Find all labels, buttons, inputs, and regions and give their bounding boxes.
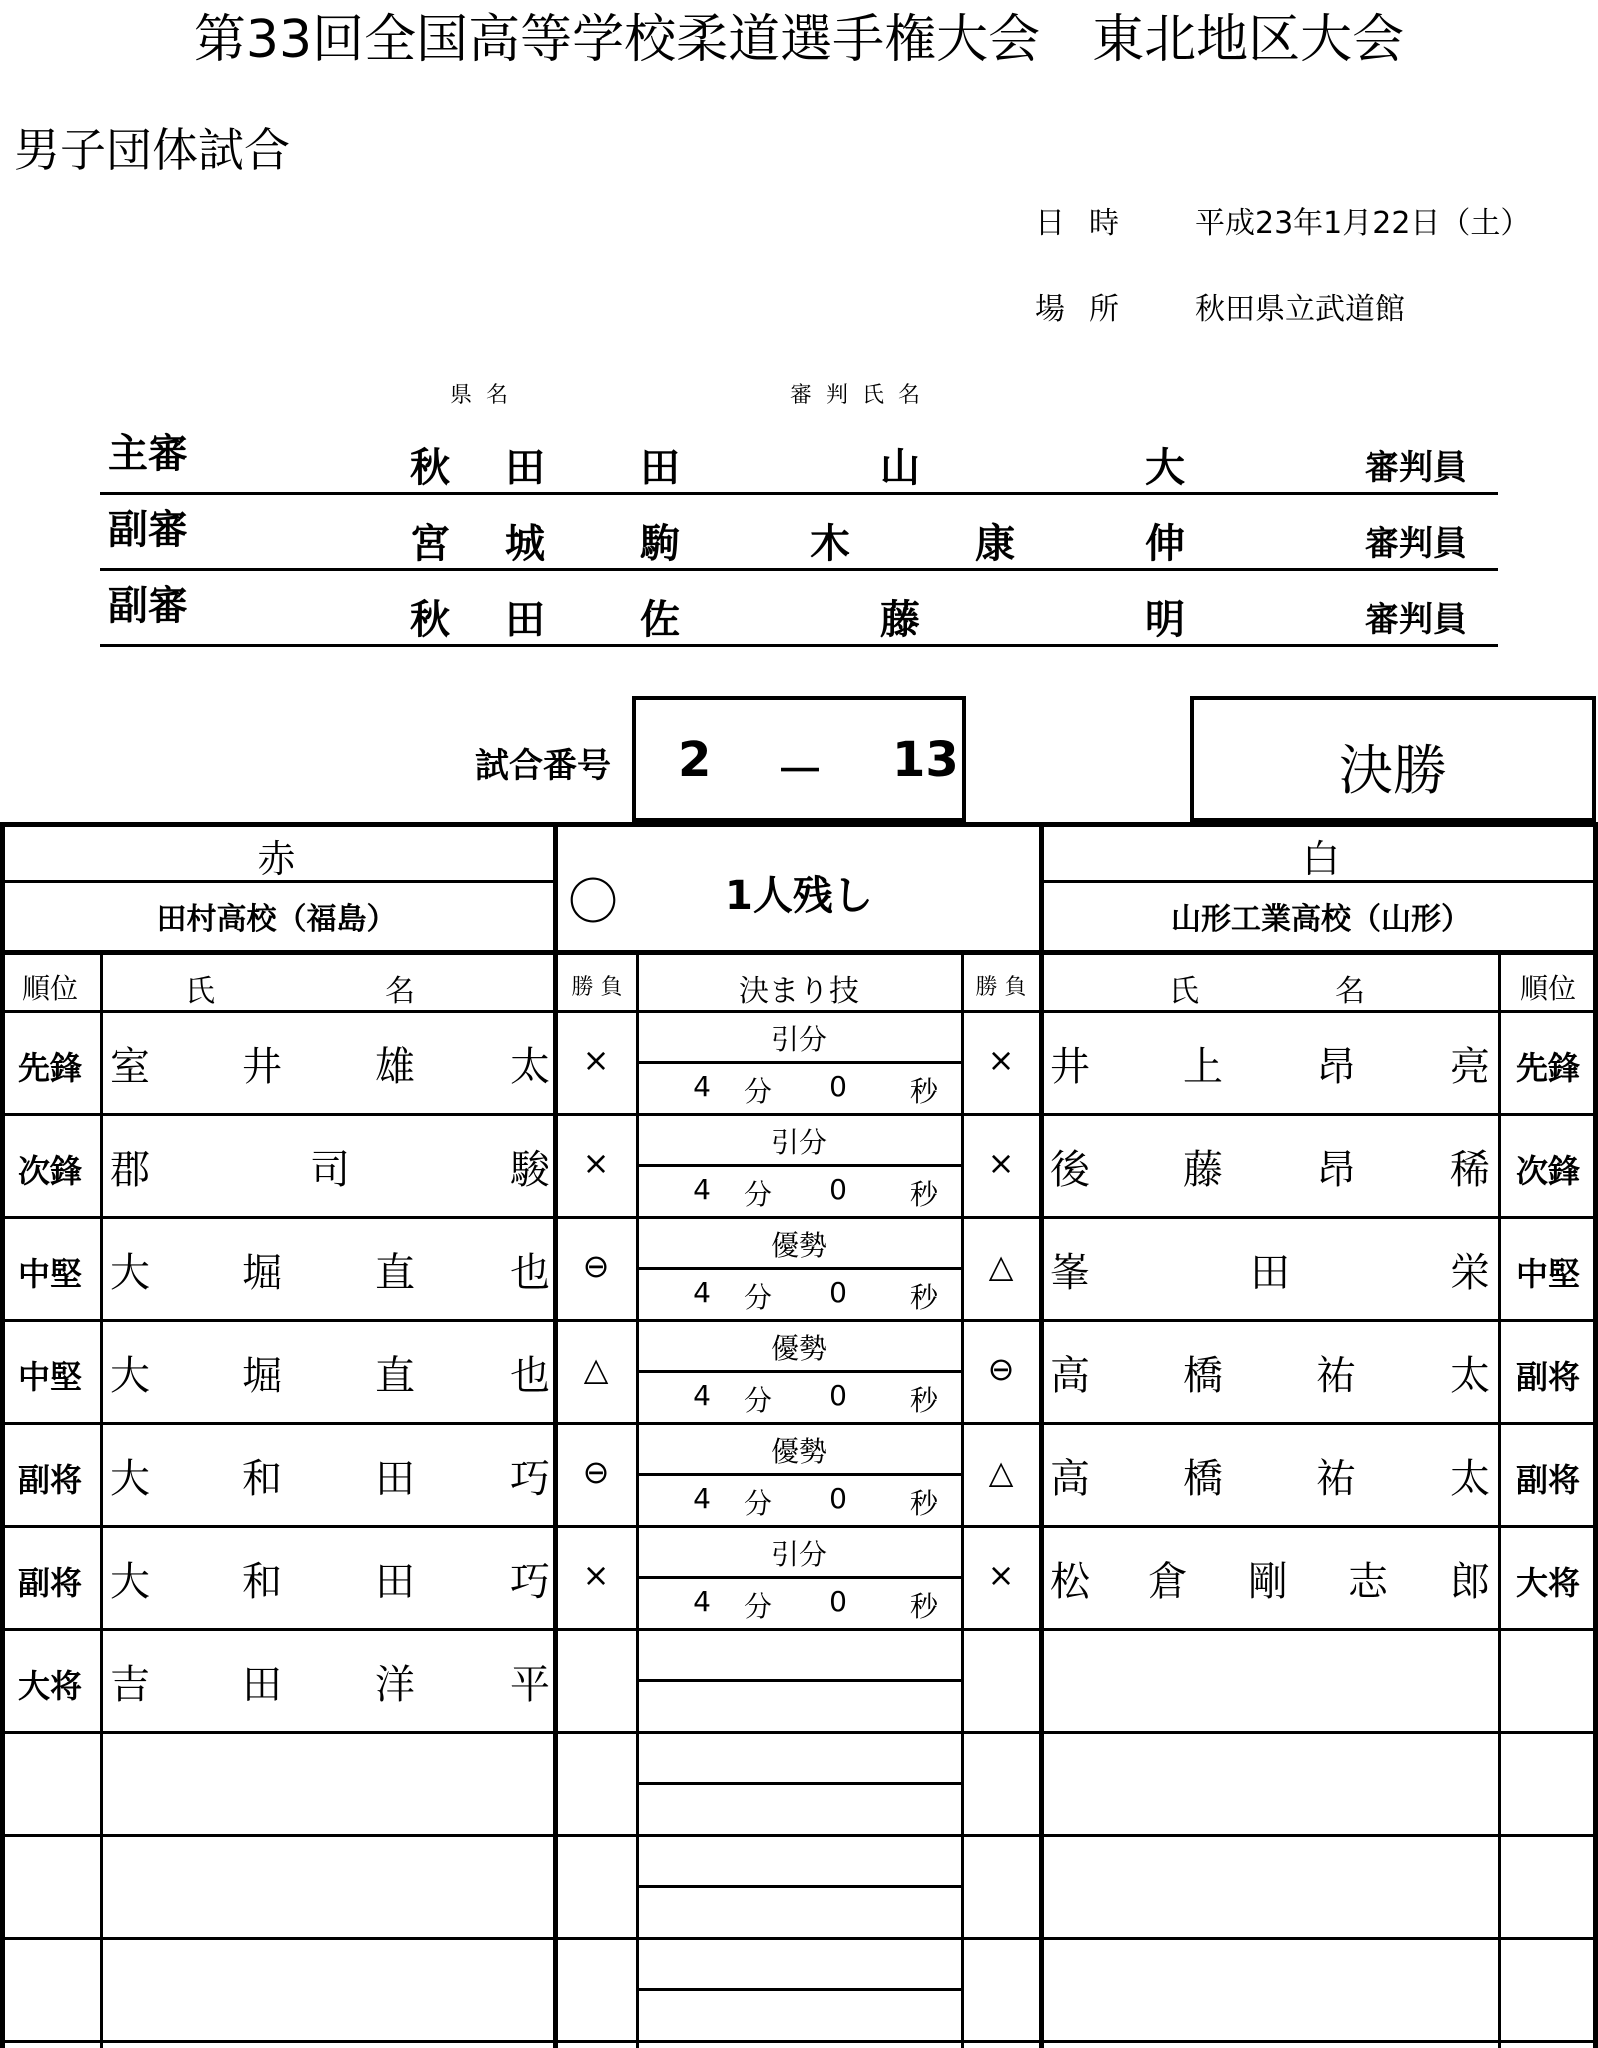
red-player-name-char: 也 <box>510 1250 550 1296</box>
white-result-mark: △ <box>988 1453 1014 1491</box>
red-result-mark: ⊖ <box>582 1247 610 1285</box>
white-rank: 次鋒 <box>1515 1152 1580 1190</box>
time-min-unit: 分 <box>743 1384 772 1417</box>
referee-role: 主審 <box>108 431 188 477</box>
red-rank: 大将 <box>17 1667 82 1705</box>
time-seconds: 0 <box>829 1070 847 1103</box>
red-player-name-char: 司 <box>310 1147 350 1193</box>
result-mark-icon: 〇 <box>568 873 618 931</box>
page-title: 第33回全国高等学校柔道選手権大会 東北地区大会 <box>193 10 1405 70</box>
round-box <box>1190 696 1596 822</box>
time-seconds: 0 <box>829 1585 847 1618</box>
white-result-mark: △ <box>988 1247 1014 1285</box>
time-sec-unit: 秒 <box>909 1590 938 1623</box>
white-player-name-char: 志 <box>1348 1559 1388 1605</box>
referee-pref-char: 城 <box>505 521 545 567</box>
time-sec-unit: 秒 <box>909 1384 938 1417</box>
red-player-name-char: 田 <box>375 1456 415 1502</box>
referee-suffix: 審判員 <box>1365 448 1467 488</box>
white-player-name-char: 高 <box>1050 1456 1090 1502</box>
red-player-name-char: 吉 <box>110 1662 150 1708</box>
referee-role: 副審 <box>108 507 188 553</box>
match-number-dash: － <box>776 743 825 799</box>
white-player-name-char: 祐 <box>1316 1353 1356 1399</box>
red-rank: 中堅 <box>17 1358 82 1396</box>
referee-name-char: 田 <box>640 445 680 491</box>
red-player-name-char: 大 <box>110 1456 150 1502</box>
time-minutes: 4 <box>693 1173 711 1206</box>
white-player-name-char: 高 <box>1050 1353 1090 1399</box>
red-label: 赤 <box>257 837 296 881</box>
referee-row <box>100 418 1498 495</box>
date-value: 平成23年1月22日（土） <box>1195 206 1531 241</box>
red-player-name-char: 駿 <box>510 1147 550 1193</box>
red-player-name-char: 平 <box>510 1662 550 1708</box>
red-player-name-char: 直 <box>375 1250 415 1296</box>
white-rank: 副将 <box>1515 1358 1580 1396</box>
col-win-loss-white: 勝 負 <box>975 974 1027 1000</box>
white-result-mark: × <box>987 1041 1015 1079</box>
referee-pref-char: 宮 <box>410 521 450 567</box>
time-minutes: 4 <box>693 1585 711 1618</box>
white-player-name-char: 井 <box>1050 1044 1090 1090</box>
red-player-name-char: 田 <box>375 1559 415 1605</box>
technique-label: 優勢 <box>770 1229 827 1262</box>
time-seconds: 0 <box>829 1482 847 1515</box>
col-rank-white: 順位 <box>1519 971 1576 1005</box>
place-value: 秋田県立武道館 <box>1195 292 1405 327</box>
time-min-unit: 分 <box>743 1178 772 1211</box>
time-minutes: 4 <box>693 1379 711 1412</box>
col-rank-red: 順位 <box>21 971 78 1005</box>
red-player-name-char: 雄 <box>375 1044 415 1090</box>
red-player-name-char: 井 <box>242 1044 282 1090</box>
time-min-unit: 分 <box>743 1281 772 1314</box>
ref-col-name: 審判氏名 <box>790 383 935 408</box>
white-player-name-char: 亮 <box>1450 1044 1490 1090</box>
white-rank: 中堅 <box>1515 1255 1580 1293</box>
white-player-name-char: 昂 <box>1316 1044 1356 1090</box>
date-label: 日時 <box>1035 206 1143 241</box>
red-player-name-char: 大 <box>110 1559 150 1605</box>
red-player-name-char: 堀 <box>242 1250 282 1296</box>
red-player-name-char: 太 <box>510 1044 550 1090</box>
white-player-name-char: 橋 <box>1183 1456 1223 1502</box>
white-rank: 先鋒 <box>1515 1049 1580 1087</box>
referee-row <box>100 570 1498 647</box>
white-player-name-char: 郎 <box>1450 1559 1490 1605</box>
time-sec-unit: 秒 <box>909 1178 938 1211</box>
white-team-name: 山形工業高校（山形） <box>1171 902 1471 937</box>
referee-row <box>100 494 1498 571</box>
white-result-mark: × <box>987 1144 1015 1182</box>
white-player-name-char: 倉 <box>1148 1559 1188 1605</box>
referee-name-char: 山 <box>880 445 920 491</box>
time-seconds: 0 <box>829 1173 847 1206</box>
referee-name-char: 明 <box>1145 597 1185 643</box>
red-rank: 副将 <box>17 1461 82 1499</box>
referee-name-char: 伸 <box>1145 521 1185 567</box>
score-sheet <box>0 822 1598 2048</box>
white-rank: 副将 <box>1515 1461 1580 1499</box>
white-player-name-char: 峯 <box>1050 1250 1090 1296</box>
referee-role: 副審 <box>108 583 188 629</box>
referee-name-char: 佐 <box>640 597 680 643</box>
red-player-name-char: 田 <box>242 1662 282 1708</box>
red-player-name-char: 和 <box>242 1559 282 1605</box>
white-player-name-char: 太 <box>1450 1353 1490 1399</box>
referee-name-char: 藤 <box>880 597 920 643</box>
red-player-name-char: 也 <box>510 1353 550 1399</box>
red-team-name: 田村高校（福島） <box>156 902 397 937</box>
red-result-mark: ⊖ <box>582 1453 610 1491</box>
time-minutes: 4 <box>693 1070 711 1103</box>
white-player-name-char: 栄 <box>1450 1250 1490 1296</box>
col-win-loss-red: 勝 負 <box>571 974 623 1000</box>
time-sec-unit: 秒 <box>909 1281 938 1314</box>
ref-col-pref: 県名 <box>450 383 523 408</box>
match-number-label: 試合番号 <box>475 746 611 786</box>
white-label: 白 <box>1301 837 1340 881</box>
white-player-name-char: 太 <box>1450 1456 1490 1502</box>
referee-suffix: 審判員 <box>1365 524 1467 564</box>
referee-pref-char: 秋 <box>410 597 450 643</box>
match-number-box <box>632 696 966 822</box>
red-player-name-char: 郡 <box>110 1147 150 1193</box>
white-player-name-char: 藤 <box>1183 1147 1223 1193</box>
time-minutes: 4 <box>693 1482 711 1515</box>
red-player-name-char: 巧 <box>510 1456 550 1502</box>
red-player-name-char: 堀 <box>242 1353 282 1399</box>
red-result-mark: △ <box>583 1350 609 1388</box>
white-player-name-char: 剛 <box>1248 1559 1288 1605</box>
red-rank: 先鋒 <box>17 1049 82 1087</box>
red-rank: 次鋒 <box>17 1152 82 1190</box>
white-result-mark: ⊖ <box>987 1350 1015 1388</box>
red-player-name-char: 室 <box>110 1044 150 1090</box>
red-player-name-char: 大 <box>110 1250 150 1296</box>
red-result-mark: × <box>582 1041 610 1079</box>
white-player-name-char: 松 <box>1050 1559 1090 1605</box>
round-label: 決勝 <box>1339 739 1447 802</box>
red-rank: 副将 <box>17 1564 82 1602</box>
white-player-name-char: 祐 <box>1316 1456 1356 1502</box>
time-minutes: 4 <box>693 1276 711 1309</box>
red-player-name-char: 直 <box>375 1353 415 1399</box>
white-player-name-char: 橋 <box>1183 1353 1223 1399</box>
col-name-b-white: 名 <box>1335 973 1365 1009</box>
red-player-name-char: 大 <box>110 1353 150 1399</box>
col-name-a-red: 氏 <box>185 973 215 1009</box>
col-name-b-red: 名 <box>385 973 415 1009</box>
technique-label: 引分 <box>770 1023 827 1056</box>
technique-label: 優勢 <box>770 1435 827 1468</box>
red-player-name-char: 和 <box>242 1456 282 1502</box>
white-player-name-char: 田 <box>1250 1250 1290 1296</box>
time-min-unit: 分 <box>743 1075 772 1108</box>
red-rank: 中堅 <box>17 1255 82 1293</box>
referee-suffix: 審判員 <box>1365 600 1467 640</box>
red-result-mark: × <box>582 1144 610 1182</box>
place-label: 場所 <box>1035 292 1143 327</box>
time-seconds: 0 <box>829 1276 847 1309</box>
time-seconds: 0 <box>829 1379 847 1412</box>
red-player-name-char: 巧 <box>510 1559 550 1605</box>
referee-pref-char: 秋 <box>410 445 450 491</box>
time-min-unit: 分 <box>743 1487 772 1520</box>
referee-name-char: 康 <box>975 521 1015 567</box>
match-number-right: 13 <box>892 732 959 788</box>
referee-pref-char: 田 <box>505 597 545 643</box>
match-number-left: 2 <box>678 732 712 788</box>
event-subtitle: 男子団体試合 <box>14 123 290 177</box>
time-sec-unit: 秒 <box>909 1075 938 1108</box>
white-player-name-char: 昂 <box>1316 1147 1356 1193</box>
white-player-name-char: 上 <box>1183 1044 1223 1090</box>
white-player-name-char: 後 <box>1050 1147 1090 1193</box>
red-result-mark: × <box>582 1556 610 1594</box>
white-player-name-char: 稀 <box>1450 1147 1490 1193</box>
time-min-unit: 分 <box>743 1590 772 1623</box>
result-text: 1人残し <box>725 873 873 919</box>
white-rank: 大将 <box>1515 1564 1580 1602</box>
technique-label: 優勢 <box>770 1332 827 1365</box>
col-technique: 決まり技 <box>739 973 859 1009</box>
referee-name-char: 木 <box>810 521 850 567</box>
technique-label: 引分 <box>770 1126 827 1159</box>
referee-pref-char: 田 <box>505 445 545 491</box>
technique-label: 引分 <box>770 1538 827 1571</box>
white-result-mark: × <box>987 1556 1015 1594</box>
referee-name-char: 駒 <box>640 521 680 567</box>
col-name-a-white: 氏 <box>1169 973 1199 1009</box>
red-player-name-char: 洋 <box>375 1662 415 1708</box>
time-sec-unit: 秒 <box>909 1487 938 1520</box>
referee-name-char: 大 <box>1145 445 1185 491</box>
